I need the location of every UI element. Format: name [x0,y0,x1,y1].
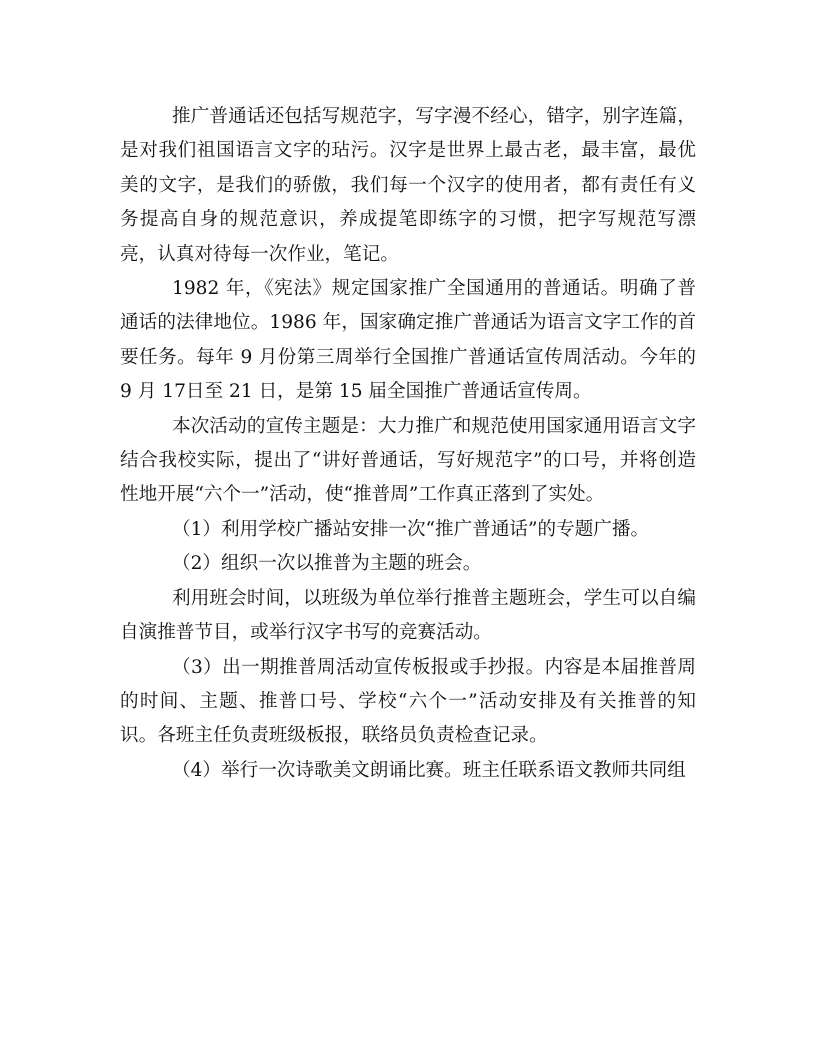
paragraph-item-1: （1）利用学校广播站安排一次“推广普通话”的专题广播。 [172,518,650,540]
document-body [120,100,696,788]
paragraph-constitution-history: 1982 年，《宪法》规定国家推广全国通用的普通话。明确了普通话的法律地位。1986 年，国家确定推广普通话为语言文字工作的首要任务。每年 9 月份第三周举行全国推广普通话宣传周活动。今年的 9 月 17日至 21 日，是第 15 届全国推广普通话宣传周。 [120,278,696,403]
paragraph-item-3: （3）出一期推普周活动宣传板报或手抄报。内容是本届推普周的时间、主题、推普口号、学校“六个一”活动安排及有关推普的知识。各班主任负责班级板报，联络员负责检查记录。 [120,656,696,747]
paragraph-class-meeting: 利用班会时间，以班级为单位举行推普主题班会，学生可以自编自演推普节目，或举行汉字书写的竞赛活动。 [120,587,696,644]
paragraph-activity-theme: 本次活动的宣传主题是：大力推广和规范使用国家通用语言文字结合我校实际，提出了“讲好普通话，写好规范字”的口号，并将创造性地开展“六个一”活动，使“推普周”工作真正落到了实处。 [120,415,696,506]
paragraph-item-4: （4）举行一次诗歌美文朗诵比赛。班主任联系语文教师共同组 [172,759,686,781]
paragraph-item-2: （2）组织一次以推普为主题的班会。 [172,553,482,575]
paragraph-standard-characters: 推广普通话还包括写规范字，写字漫不经心，错字，别字连篇，是对我们祖国语言文字的玷污。汉字是世界上最古老，最丰富，最优美的文字，是我们的骄傲，我们每一个汉字的使用者，都有责任有义务提高自身的规范意识，养成提笔即练字的习惯，把字写规范写漂亮，认真对待每一次作业，笔记。 [120,106,696,265]
